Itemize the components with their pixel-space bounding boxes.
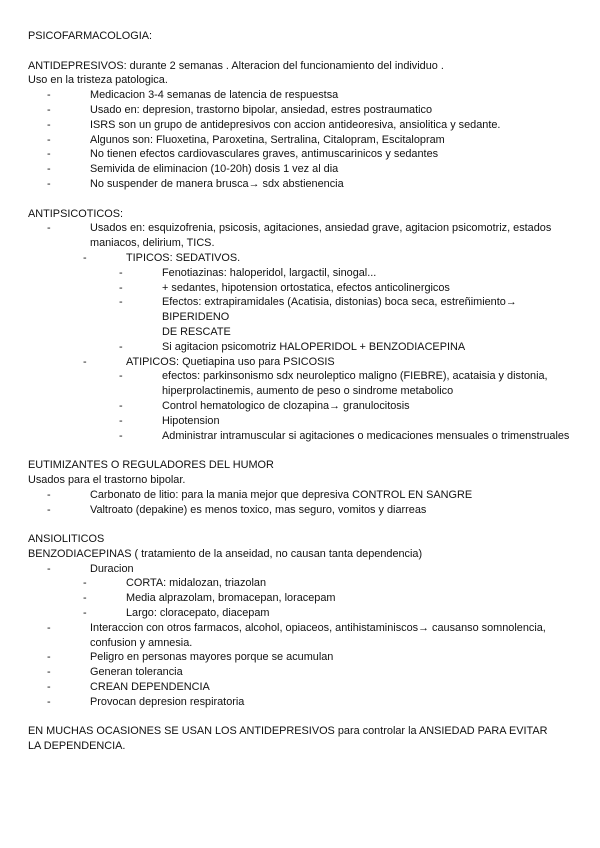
document-title: PSICOFARMACOLOGIA: bbox=[28, 30, 153, 42]
list-item-text: Interaccion con otros farmacos, alcohol, opiaceos, antihistaminiscos→ causanso somnolencia, bbox=[90, 621, 546, 634]
bullet-dash: - bbox=[83, 251, 87, 264]
list-item bbox=[28, 562, 580, 577]
list-subsubitem bbox=[28, 281, 580, 296]
section-ansioliticos bbox=[28, 532, 580, 710]
list-item-continuation bbox=[28, 636, 580, 651]
bullet-dash: - bbox=[119, 414, 123, 427]
list-subsubitem bbox=[28, 414, 580, 429]
list-item bbox=[28, 665, 580, 680]
list-subsubitem bbox=[28, 399, 580, 414]
list-subitem bbox=[28, 591, 580, 606]
bullet-dash: - bbox=[47, 621, 51, 634]
list-item bbox=[28, 133, 580, 148]
bullet-dash: - bbox=[47, 666, 51, 679]
list-item-text: Usados en: esquizofrenia, psicosis, agitaciones, ansiedad grave, agitacion psicomotriz, estados bbox=[90, 222, 552, 235]
list-item-continuation bbox=[28, 236, 580, 251]
list-item-text: No tienen efectos cardiovasculares graves, antimuscarinicos y sedantes bbox=[90, 148, 439, 161]
list-item-text: No suspender de manera brusca→ sdx abstienencia bbox=[90, 177, 344, 190]
bullet-dash: - bbox=[119, 370, 123, 383]
bullet-dash: - bbox=[47, 503, 51, 516]
list-item bbox=[28, 503, 580, 518]
list-item-text: maniacos, delirium, TICS. bbox=[90, 237, 215, 250]
bullet-dash: - bbox=[47, 118, 51, 131]
closing-note-line: EN MUCHAS OCASIONES SE USAN LOS ANTIDEPRESIVOS para controlar la ANSIEDAD PARA EVITAR bbox=[28, 725, 548, 738]
bullet-dash: - bbox=[47, 562, 51, 575]
list-item-text: CORTA: midalozan, triazolan bbox=[126, 577, 267, 590]
section-subheading: Usados para el trastorno bipolar. bbox=[28, 473, 186, 486]
list-item-text: Hipotension bbox=[162, 414, 220, 427]
section-eutimizantes bbox=[28, 458, 580, 517]
bullet-dash: - bbox=[119, 399, 123, 412]
bullet-dash: - bbox=[47, 695, 51, 708]
subitem-label: ATIPICOS: Quetiapina uso para PSICOSIS bbox=[126, 355, 335, 368]
list-subsubitem bbox=[28, 369, 580, 384]
list-subsubitem bbox=[28, 340, 580, 355]
list-item-text: hiperprolactinemis, aumento de peso o sindrome metabolico bbox=[162, 385, 454, 398]
bullet-dash: - bbox=[83, 592, 87, 605]
bullet-dash: - bbox=[47, 133, 51, 146]
bullet-dash: - bbox=[47, 89, 51, 102]
list-subitem bbox=[28, 576, 580, 591]
bullet-dash: - bbox=[83, 607, 87, 620]
bullet-dash: - bbox=[47, 177, 51, 190]
list-item bbox=[28, 695, 580, 710]
section-heading: ANTIDEPRESIVOS: durante 2 semanas . Alteracion del funcionamiento del individuo . bbox=[28, 59, 444, 72]
list-item-text: Carbonato de litio: para la mania mejor que depresiva CONTROL EN SANGRE bbox=[90, 488, 473, 501]
list-item bbox=[28, 680, 580, 695]
list-item bbox=[28, 621, 580, 636]
list-item-text: Usado en: depresion, trastorno bipolar, ansiedad, estres postraumatico bbox=[90, 103, 433, 116]
section-heading: ANSIOLITICOS bbox=[28, 533, 105, 546]
list-item-text: Valtroato (depakine) es menos toxico, mas seguro, vomitos y diarreas bbox=[90, 503, 427, 516]
list-subitem bbox=[28, 355, 580, 370]
list-item-text: Si agitacion psicomotriz HALOPERIDOL + BENZODIACEPINA bbox=[162, 340, 466, 353]
list-item-text: Generan tolerancia bbox=[90, 666, 183, 679]
list-item bbox=[28, 488, 580, 503]
bullet-dash: - bbox=[119, 429, 123, 442]
bullet-dash: - bbox=[47, 148, 51, 161]
bullet-dash: - bbox=[47, 681, 51, 694]
list-item-text: + sedantes, hipotension ortostatica, efectos anticolinergicos bbox=[162, 281, 450, 294]
bullet-dash: - bbox=[119, 266, 123, 279]
section-heading: EUTIMIZANTES O REGULADORES DEL HUMOR bbox=[28, 459, 274, 472]
list-item-text: Medicacion 3-4 semanas de latencia de respuestsa bbox=[90, 89, 339, 102]
bullet-dash: - bbox=[83, 577, 87, 590]
list-subsubitem-continuation bbox=[28, 384, 580, 399]
closing-note bbox=[28, 724, 580, 754]
bullet-dash: - bbox=[47, 651, 51, 664]
list-item-text: Provocan depresion respiratoria bbox=[90, 695, 245, 708]
list-item bbox=[28, 162, 580, 177]
list-item bbox=[28, 221, 580, 236]
list-item-text: Duracion bbox=[90, 562, 134, 575]
list-item bbox=[28, 650, 580, 665]
bullet-dash: - bbox=[119, 340, 123, 353]
list-subsubitem bbox=[28, 266, 580, 281]
section-subheading: BENZODIACEPINAS ( tratamiento de la anseidad, no causan tanta dependencia) bbox=[28, 547, 423, 560]
list-item bbox=[28, 88, 580, 103]
list-item bbox=[28, 118, 580, 133]
section-subheading: Uso en la tristeza patologica. bbox=[28, 74, 168, 87]
list-item-text: Algunos son: Fluoxetina, Paroxetina, Sertralina, Citalopram, Escitalopram bbox=[90, 133, 445, 146]
list-item-text: Administrar intramuscular si agitaciones o medicaciones mensuales o trimenstruales bbox=[162, 429, 570, 442]
list-item-text: CREAN DEPENDENCIA bbox=[90, 681, 210, 694]
bullet-dash: - bbox=[119, 281, 123, 294]
list-item-text: DE RESCATE bbox=[162, 325, 231, 338]
list-item bbox=[28, 177, 580, 192]
list-item-text: Peligro en personas mayores porque se acumulan bbox=[90, 651, 334, 664]
subitem-label: TIPICOS: SEDATIVOS. bbox=[126, 251, 241, 264]
list-item-text: Efectos: extrapiramidales (Acatisia, distonias) boca seca, estreñimiento→ BIPERIDENO bbox=[162, 296, 517, 324]
list-subsubitem bbox=[28, 429, 580, 444]
section-heading: ANTIPSICOTICOS: bbox=[28, 207, 124, 220]
list-subitem bbox=[28, 251, 580, 266]
section-antipsicoticos bbox=[28, 207, 580, 444]
bullet-dash: - bbox=[119, 296, 123, 309]
list-item-text: Fenotiazinas: haloperidol, largactil, sinogal... bbox=[162, 266, 377, 279]
list-item bbox=[28, 147, 580, 162]
list-subitem bbox=[28, 606, 580, 621]
section-antidepresivos bbox=[28, 59, 580, 192]
list-item-text: Semivida de eliminacion (10-20h) dosis 1 vez al dia bbox=[90, 163, 339, 176]
bullet-dash: - bbox=[47, 222, 51, 235]
list-item-text: confusion y amnesia. bbox=[90, 636, 193, 649]
bullet-dash: - bbox=[47, 103, 51, 116]
list-item-text: Media alprazolam, bromacepan, loracepam bbox=[126, 592, 336, 605]
list-item-text: Control hematologico de clozapina→ granulocitosis bbox=[162, 399, 410, 412]
list-item-text: ISRS son un grupo de antidepresivos con accion antideoresiva, ansiolitica y sedante. bbox=[90, 118, 501, 131]
closing-note-line: LA DEPENDENCIA. bbox=[28, 740, 126, 753]
bullet-dash: - bbox=[47, 488, 51, 501]
list-item-text: Largo: cloracepato, diacepam bbox=[126, 607, 270, 620]
list-subsubitem-continuation bbox=[28, 325, 580, 340]
list-item bbox=[28, 103, 580, 118]
list-subsubitem bbox=[28, 295, 580, 325]
bullet-dash: - bbox=[83, 355, 87, 368]
bullet-dash: - bbox=[47, 163, 51, 176]
list-item-text: efectos: parkinsonismo sdx neuroleptico maligno (FIEBRE), acataisia y distonia, bbox=[162, 370, 548, 383]
